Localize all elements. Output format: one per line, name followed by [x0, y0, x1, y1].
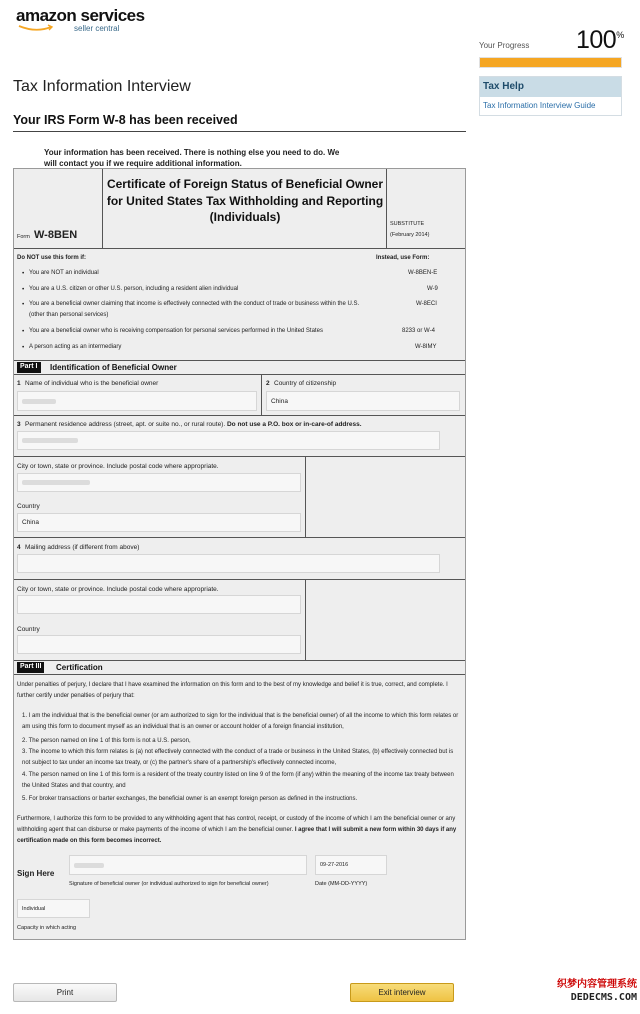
part3-tag: Part III — [17, 662, 44, 673]
citizenship-field[interactable]: China — [266, 391, 460, 411]
progress-value — [576, 26, 624, 55]
name-label: Name of individual who is the beneficial owner — [25, 380, 159, 387]
exclusion-bullet: • — [22, 301, 25, 308]
print-button[interactable]: Print — [13, 983, 117, 1002]
signature-field[interactable] — [69, 855, 307, 875]
divider — [261, 375, 262, 415]
residence-label-text: Permanent residence address (street, apt. or suite no., or rural route). — [25, 421, 226, 428]
exclusion-bullet: • — [22, 286, 25, 293]
exclusion-form: W-8BEN-E — [408, 270, 438, 276]
exclusion-text: You are NOT an individual — [29, 270, 99, 276]
divider — [14, 360, 465, 361]
divider — [14, 674, 465, 675]
divider — [102, 169, 103, 249]
exclusion-form: W-8ECI — [416, 301, 437, 307]
heading-divider — [13, 131, 466, 132]
instead-use-label: Instead, use Form: — [376, 255, 430, 261]
country-label: Country — [17, 503, 40, 510]
exclusion-bullet: • — [22, 344, 25, 351]
date-caption: Date (MM-DD-YYYY) — [315, 881, 368, 887]
page-title: Tax Information Interview — [13, 78, 191, 95]
watermark-line1: 织梦内容管理系统 — [557, 979, 637, 990]
exclusion-text: You are a beneficial owner who is receiving compensation for personal services performed in the United States — [29, 328, 323, 334]
field-number: 4 — [17, 544, 21, 551]
exclusion-bullet: • — [22, 270, 25, 277]
divider — [305, 580, 306, 660]
certification-intro: Under penalties of perjury, I declare that I have examined the information on this form and to the best of my knowledge and belief it is true, correct, and complete. I further certify under penalties of perjury that: — [17, 682, 448, 699]
form-prefix: Form — [17, 234, 30, 240]
exclusion-bullet: • — [22, 328, 25, 335]
mailing-city-field[interactable] — [17, 595, 301, 614]
residence-warning: Do not use a P.O. box or in-care-of address. — [226, 421, 362, 428]
country-label: Country — [17, 626, 40, 633]
mailing-address-field[interactable] — [17, 554, 440, 573]
date-field[interactable]: 09-27-2016 — [315, 855, 387, 875]
certification-authorize — [17, 814, 461, 847]
form-title: Certificate of Foreign Status of Beneficial Owner for United States Tax Withholding and Reporting (Individuals) — [106, 177, 384, 224]
exclusion-text: You are a U.S. citizen or other U.S. person, including a resident alien individual — [29, 286, 239, 292]
city-label: City or town, state or province. Include postal code where appropriate. — [17, 586, 219, 593]
mailing-country-field[interactable] — [17, 635, 301, 654]
divider — [14, 374, 465, 375]
tax-help-title: Tax Help — [480, 77, 621, 97]
city-label: City or town, state or province. Include postal code where appropriate. — [17, 463, 219, 470]
country-field[interactable]: China — [17, 513, 301, 532]
amazon-smile-icon — [18, 24, 54, 32]
exclusion-text: You are a beneficial owner claiming that income is effectively connected with the conduct of trade or business within the U.S. (other than personal services) — [29, 301, 360, 318]
watermark — [527, 978, 637, 1004]
divider — [14, 660, 465, 661]
divider — [14, 579, 465, 580]
part1-title: Identification of Beneficial Owner — [50, 363, 177, 372]
divider — [14, 537, 465, 538]
w8ben-form — [13, 168, 466, 940]
divider — [14, 415, 465, 416]
certification-item: 3. The income to which this form relates is (a) not effectively connected with the conduct of a trade or business in the United States, (b) effectively connected but is not subject to tax under an income tax treaty, or (c) the partner's share of a partnership's effectively connected income, — [22, 749, 454, 766]
received-heading: Your IRS Form W-8 has been received — [13, 113, 238, 127]
progress-label: Your Progress — [479, 41, 530, 50]
divider — [305, 457, 306, 537]
citizenship-label: Country of citizenship — [274, 380, 337, 387]
divider — [386, 169, 387, 249]
brand-subtitle: seller central — [74, 24, 120, 33]
residence-address-field[interactable] — [17, 431, 440, 450]
residence-label — [25, 421, 362, 428]
progress-bar — [479, 57, 622, 68]
divider — [14, 456, 465, 457]
exclusion-form: W-8IMY — [415, 344, 437, 350]
sign-here-label: Sign Here — [17, 869, 55, 878]
beneficial-owner-name-field[interactable] — [17, 391, 257, 411]
part1-tag: Part I — [17, 362, 41, 373]
revision-date: (February 2014) — [390, 232, 430, 238]
field-number: 2 — [266, 380, 270, 387]
signature-caption: Signature of beneficial owner (or individual authorized to sign for beneficial owner) — [69, 881, 269, 887]
part3-title: Certification — [56, 663, 103, 672]
progress-number: 100 — [576, 26, 617, 54]
authorize-text: Furthermore, I authorize this form to be provided to any withholding agent that has control, receipt, or custody of the income of which I am the beneficial owner or any withholding agent that can disburse or make payments of the income of which I am the beneficial owner. — [17, 816, 456, 833]
mailing-label: Mailing address (if different from above) — [25, 544, 140, 551]
tax-help-panel — [479, 76, 622, 116]
exclusion-form: W-9 — [427, 286, 438, 292]
do-not-use-label: Do NOT use this form if: — [17, 255, 86, 261]
field-number: 1 — [17, 380, 21, 387]
progress-fill — [480, 58, 621, 67]
certification-item: 5. For broker transactions or barter exchanges, the beneficial owner is an exempt foreign person as defined in the instructions. — [22, 796, 358, 802]
exclusion-form: 8233 or W-4 — [402, 328, 435, 334]
exclusion-text: A person acting as an intermediary — [29, 344, 122, 350]
progress-unit: % — [616, 30, 624, 40]
city-field[interactable] — [17, 473, 301, 492]
certification-item: 1. I am the individual that is the beneficial owner (or am authorized to sign for the individual that is the beneficial owner) of all the income to which this form relates or am using this form to document myself as an individual that is an owner or account holder of a foreign financial institution, — [22, 713, 459, 730]
substitute-label: SUBSTITUTE — [390, 221, 425, 227]
exit-interview-button[interactable]: Exit interview — [350, 983, 454, 1002]
capacity-field[interactable]: Individual — [17, 899, 90, 918]
certification-item: 2. The person named on line 1 of this form is not a U.S. person, — [22, 738, 191, 744]
capacity-caption: Capacity in which acting — [17, 925, 77, 931]
brand-name: amazon services — [16, 6, 145, 25]
amazon-services-logo[interactable] — [16, 6, 146, 36]
agree-text: I agree that I will submit a new form within 30 days if any certification made on this form becomes incorrect. — [17, 827, 457, 844]
interview-guide-link[interactable]: Tax Information Interview Guide — [483, 101, 596, 110]
watermark-line2: DEDECMS.COM — [570, 992, 637, 1003]
form-id: W-8BEN — [34, 229, 78, 241]
certification-item: 4. The person named on line 1 of this form is a resident of the treaty country listed on line 9 of the form (if any) within the meaning of the income tax treaty between the United States and that country, and — [22, 772, 454, 789]
divider — [14, 248, 465, 249]
received-notice: Your information has been received. There is nothing else you need to do. We will contact you if we require additional information. — [44, 148, 340, 168]
field-number: 3 — [17, 421, 21, 428]
